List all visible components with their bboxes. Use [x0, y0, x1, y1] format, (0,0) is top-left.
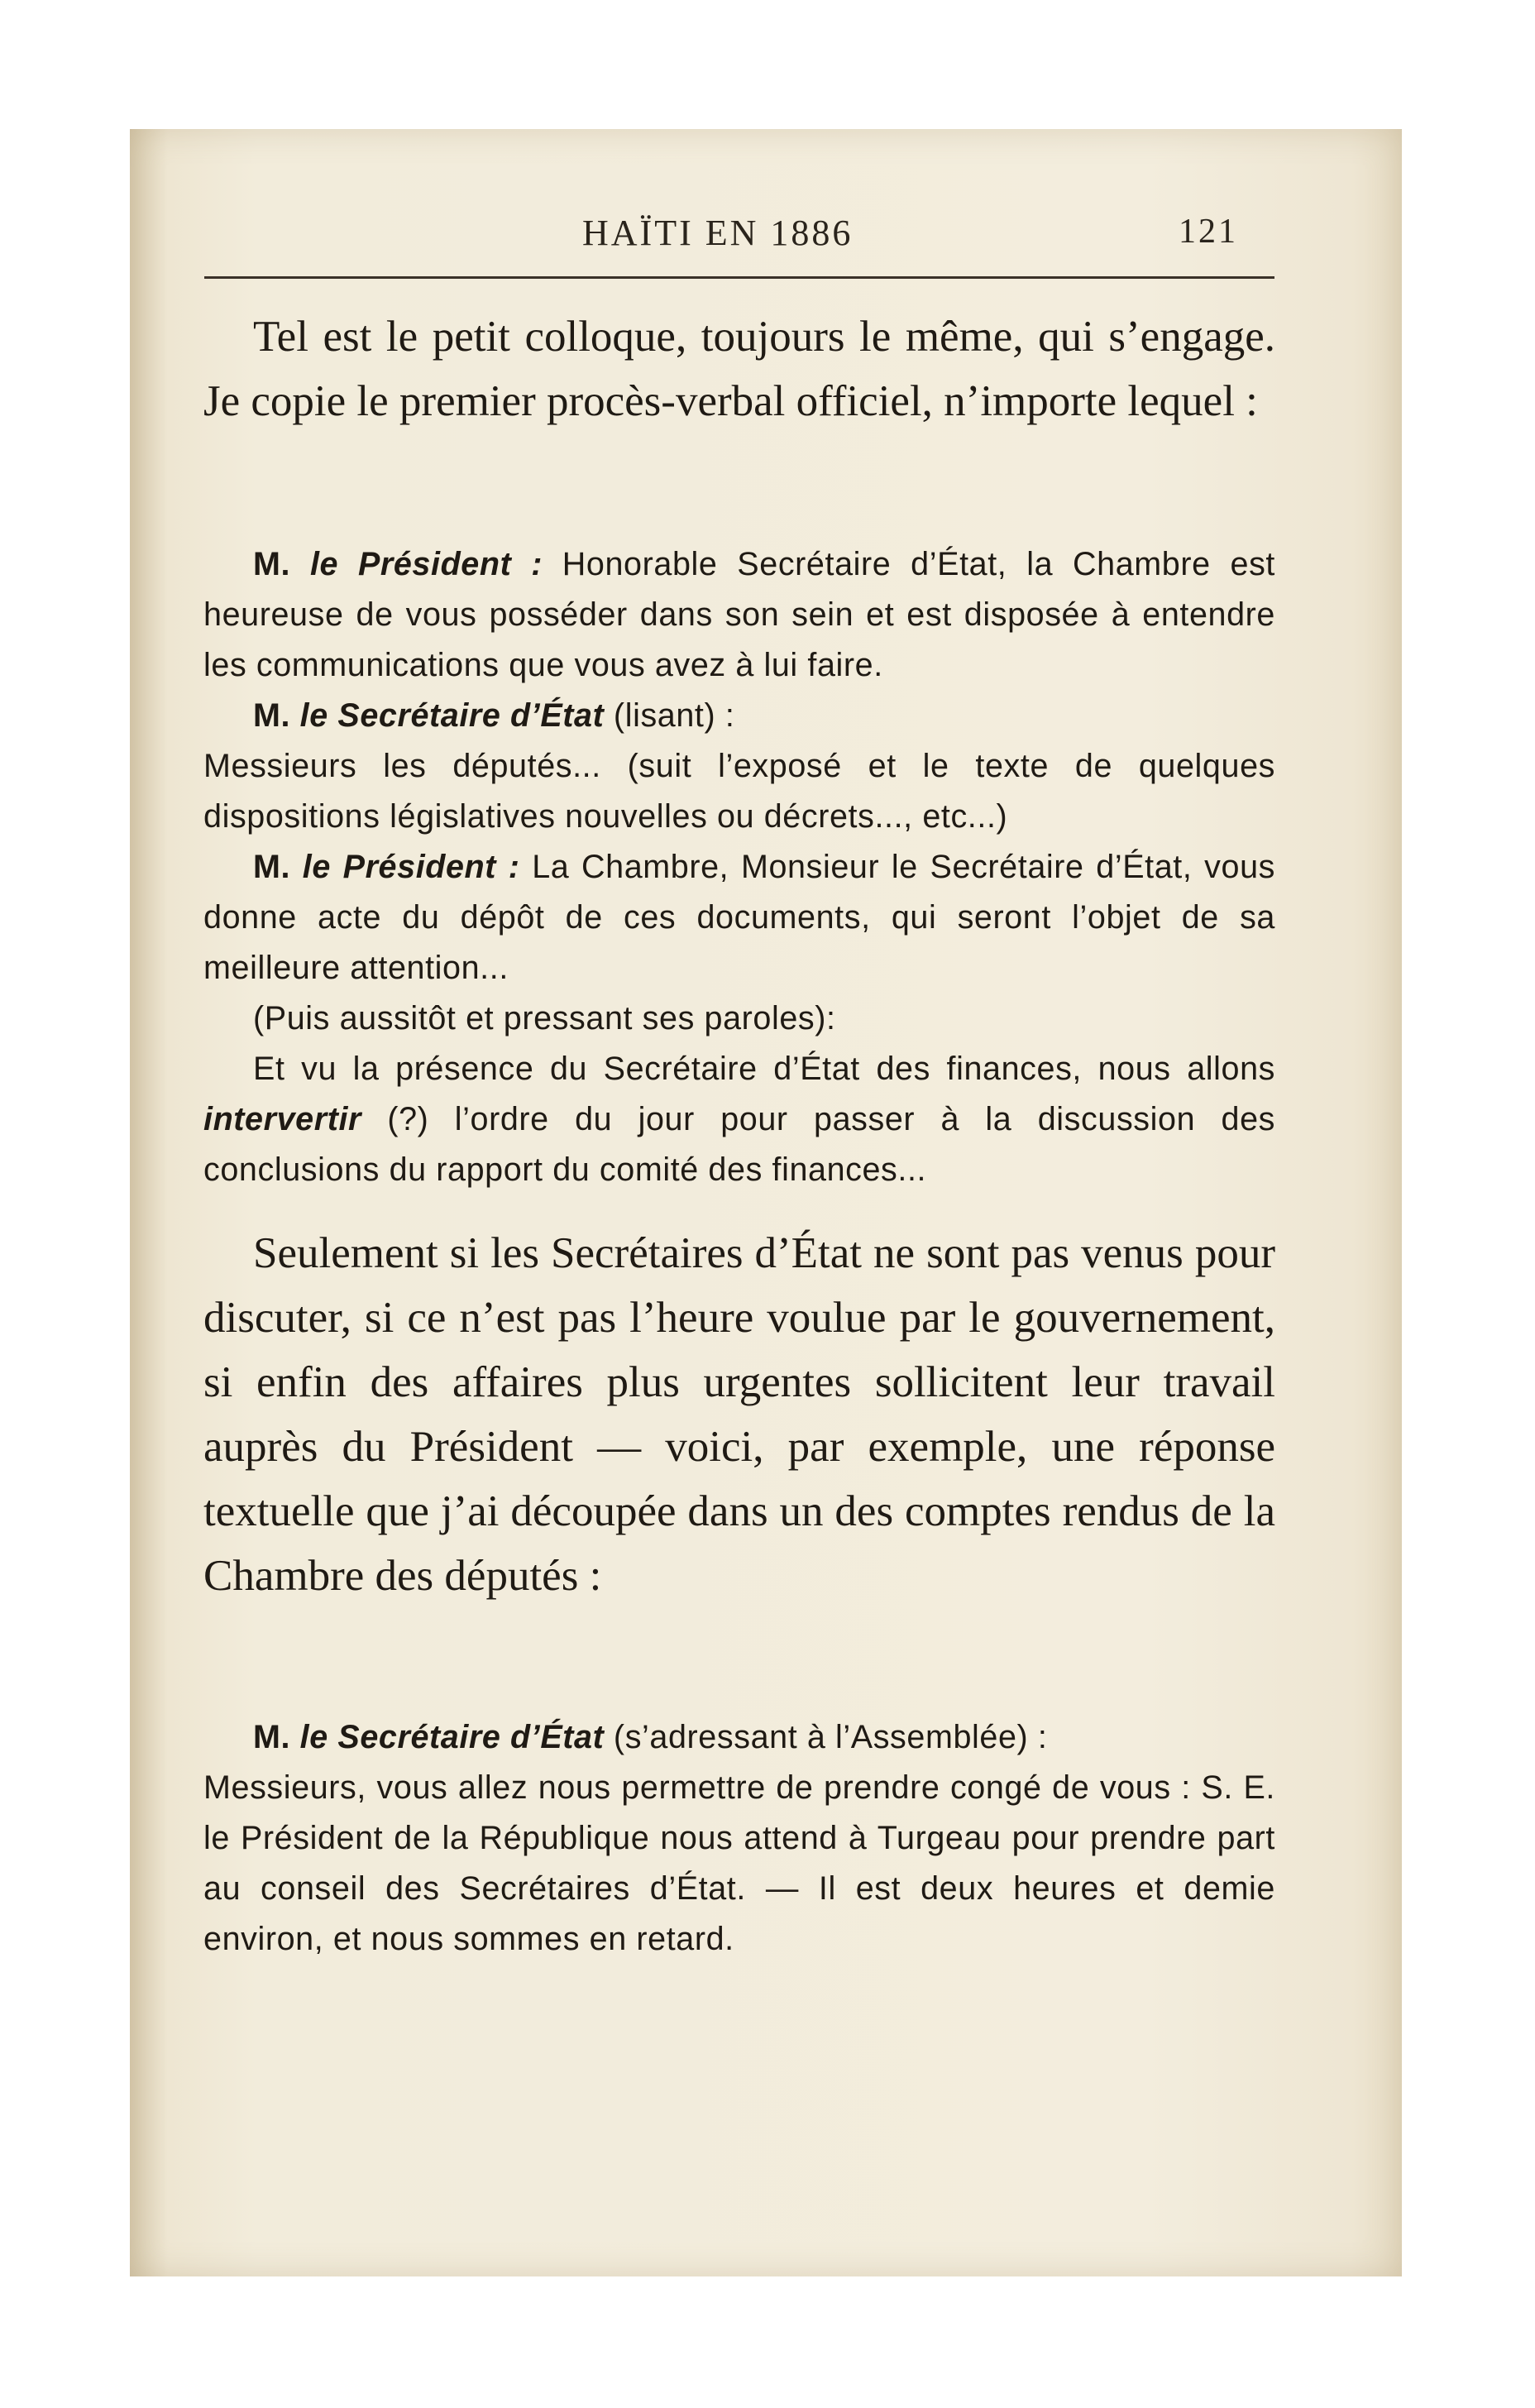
- paragraph-intro-text: Tel est le petit colloque, toujours le même, qui s’engage. Je copie le premier procès-verbal officiel, n’importe lequel :: [203, 313, 1275, 425]
- quote-text: (lisant) :: [604, 697, 735, 734]
- quote-text: La Chambre, Monsieur le Secrétaire d’État, vous donne acte du dépôt de ces documents, qui seront l’objet de sa meilleure attention...: [203, 849, 1275, 986]
- quote-text: (?) l’ordre du jour pour passer à la discussion des conclusions du rapport du comité des finances...: [203, 1101, 1275, 1188]
- speaker-prefix: M.: [253, 697, 291, 734]
- speaker-name: le Président :: [309, 546, 543, 582]
- paragraph-seulement: [203, 1221, 1275, 1608]
- running-title: HAÏTI EN 1886: [582, 213, 854, 253]
- quote-text: Honorable Secrétaire d’État, la Chambre est heureuse de vous posséder dans son sein et est disposée à entendre les communications que vous avez à lui faire.: [203, 546, 1275, 683]
- quote-line-president-reply: [203, 842, 1275, 993]
- speaker-prefix: M.: [253, 1719, 291, 1755]
- quote-line-secretary-address: [203, 1712, 1275, 1763]
- quote-line-aside: (Puis aussitôt et pressant ses paroles):: [253, 1000, 836, 1036]
- quote-block-departure: [203, 1712, 1275, 1965]
- quote-text: Et vu la présence du Secrétaire d’État des finances, nous allons: [253, 1051, 1275, 1087]
- header-rule: [204, 276, 1274, 279]
- quote-line-secretary: [203, 691, 1275, 741]
- book-page: [130, 129, 1402, 2276]
- speaker-prefix: M.: [253, 849, 291, 885]
- page-number: 121: [1179, 213, 1238, 251]
- quote-line-messieurs: Messieurs les députés... (suit l’exposé et le texte de quelques dispositions législatives nouvelles ou décrets..., etc...): [203, 748, 1275, 835]
- quote-block-proceedings: [203, 539, 1275, 1195]
- quote-line-intervertir: [203, 1044, 1275, 1195]
- quote-line-president: [203, 539, 1275, 691]
- emphasis-word: intervertir: [203, 1101, 362, 1137]
- quote-text: (s’adressant à l’Assemblée) :: [604, 1719, 1048, 1755]
- speaker-name: le Président :: [302, 849, 520, 885]
- speaker-prefix: M.: [253, 546, 291, 582]
- quote-line-conge: Messieurs, vous allez nous permettre de prendre congé de vous : S. E. le Président de la République nous attend à Turgeau pour prendre part au conseil des Secrétaires d’État. — Il est deux heures et demie environ, et nous sommes en retard.: [203, 1769, 1275, 1957]
- speaker-name: le Secrétaire d’État: [299, 1719, 605, 1755]
- speaker-name: le Secrétaire d’État: [299, 697, 605, 734]
- paragraph-intro: [203, 304, 1275, 433]
- paragraph-seulement-text: Seulement si les Secrétaires d’État ne sont pas venus pour discuter, si ce n’est pas l’heure voulue par le gouvernement, si enfin des affaires plus urgentes sollicitent leur travail auprès du Président — voici, par exemple, une réponse textuelle que j’ai découpée dans un des comptes rendus de la Chambre des députés :: [203, 1229, 1275, 1600]
- running-head: [130, 212, 1402, 261]
